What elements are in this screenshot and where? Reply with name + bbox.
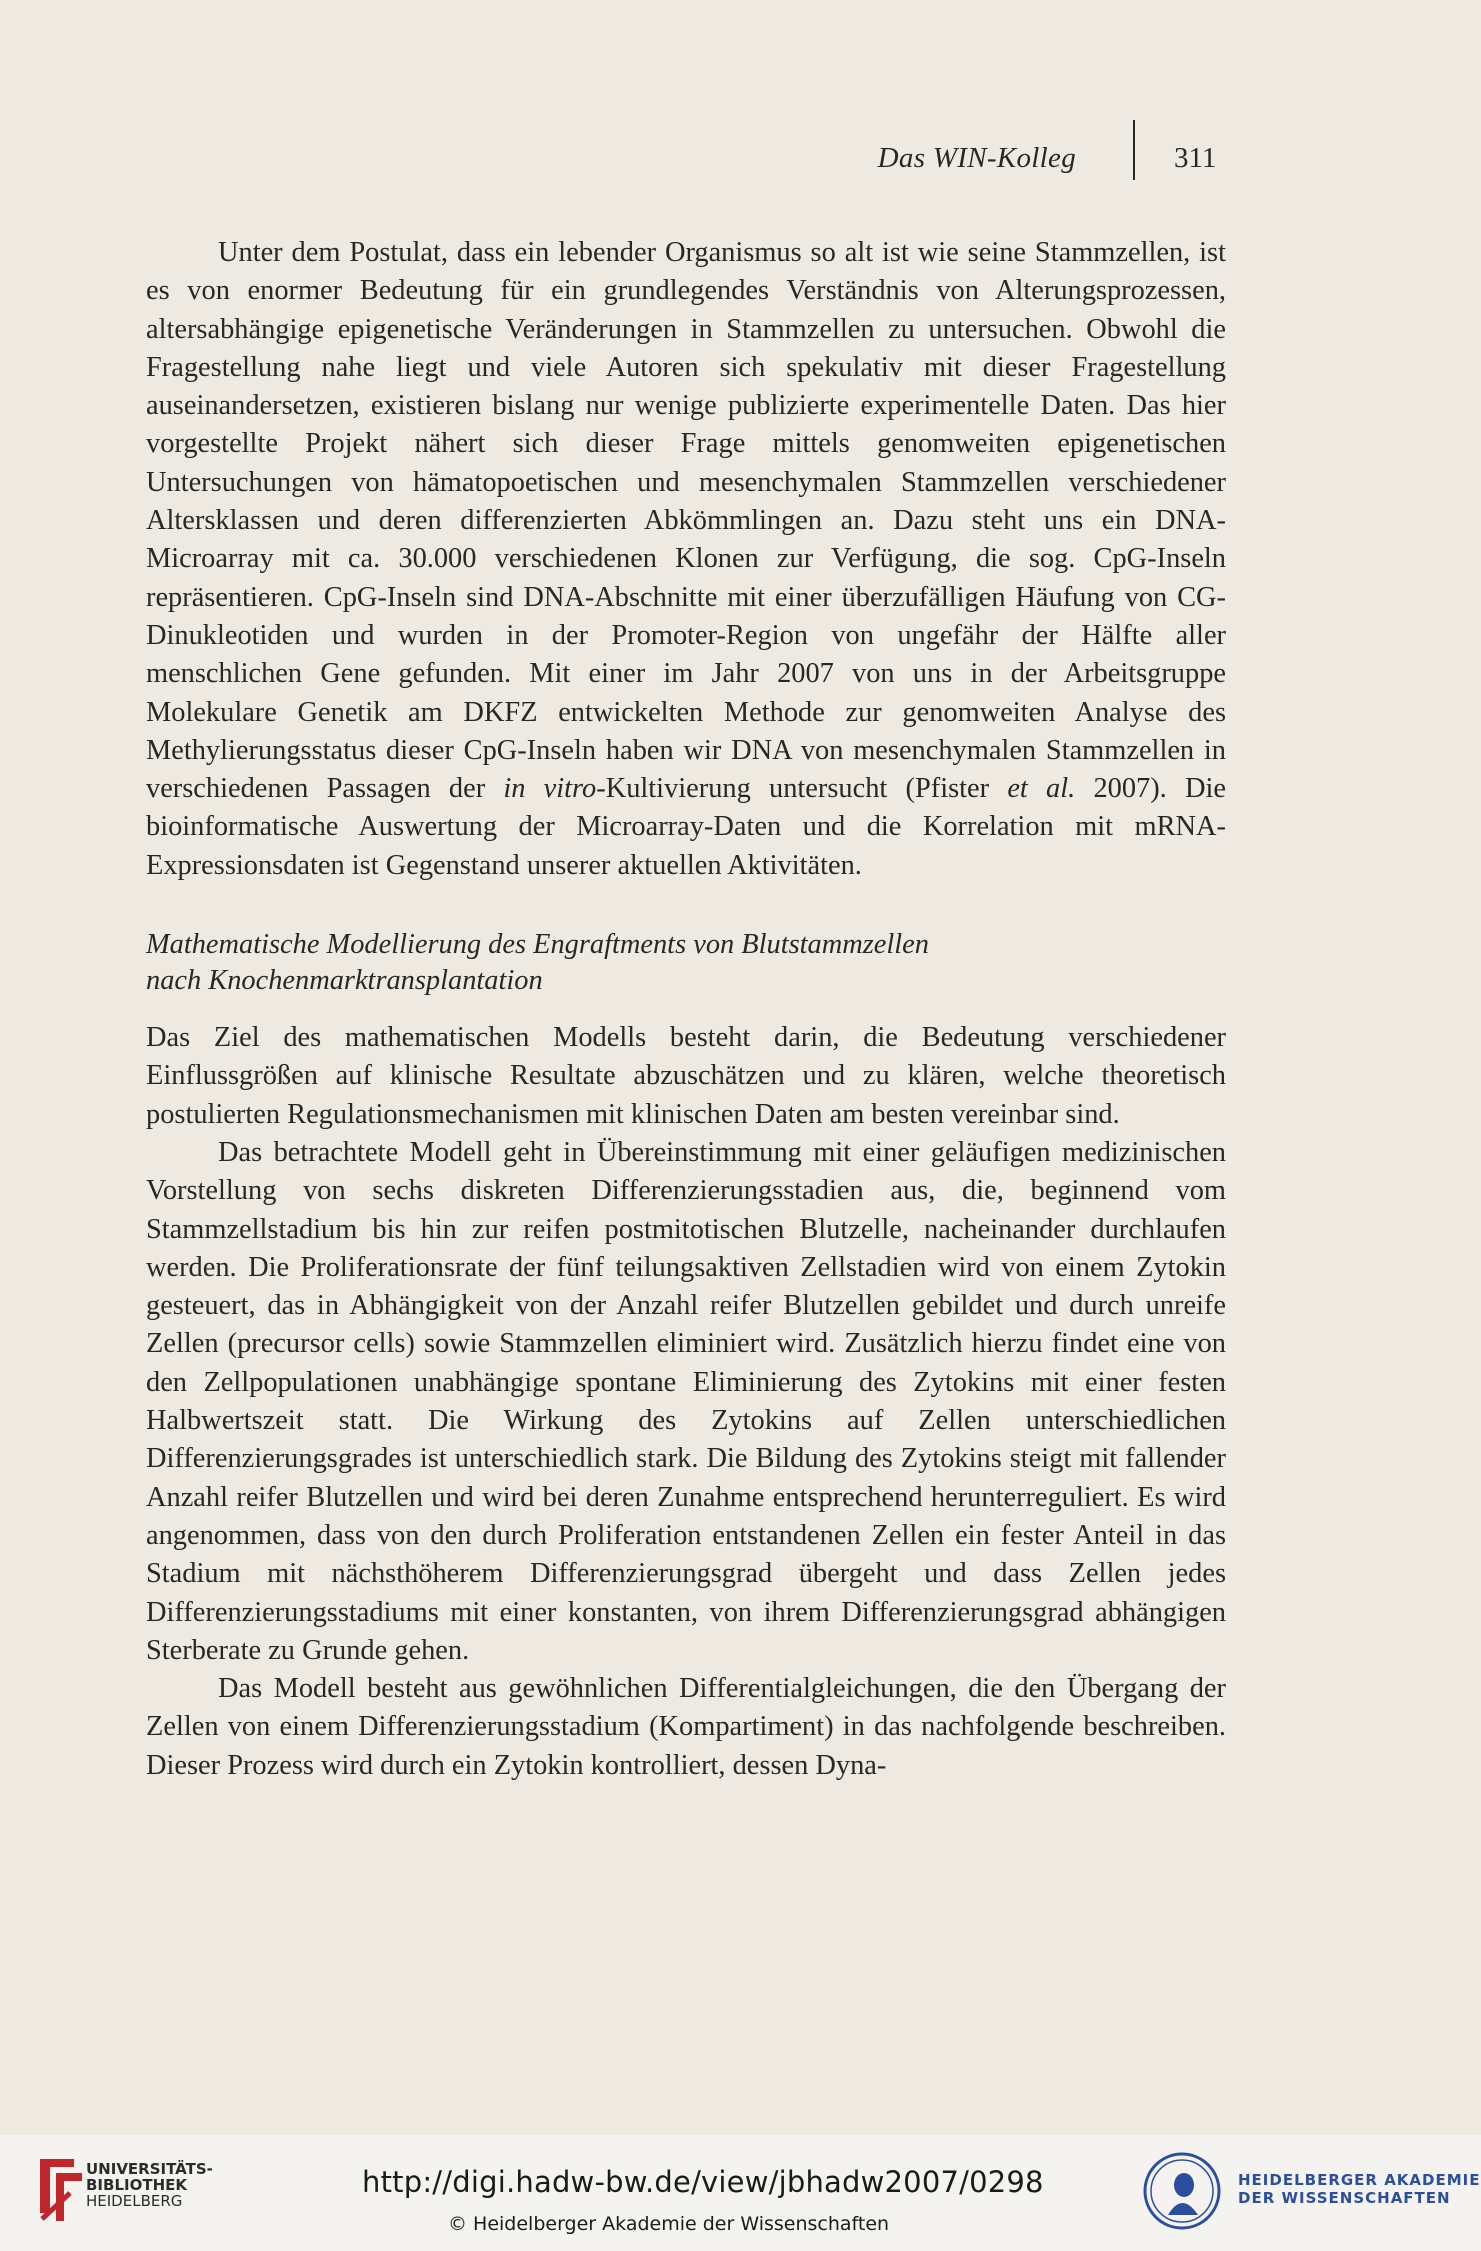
- page-number: 311: [1174, 142, 1217, 174]
- paragraph-text: -Kultivierung untersucht (Pfister: [596, 773, 1008, 805]
- paragraph: [146, 234, 1226, 885]
- paragraph: Das Ziel des mathematischen Modells besteht darin, die Bedeutung verschiedener Einflussgrößen auf klinische Resultate abzuschätzen und zu klären, welche theoretisch postulierten Regulationsmechanismen mit klinischen Daten am besten vereinbar sind.: [146, 1022, 1226, 1130]
- section-heading-line: Mathematische Modellierung des Engraftments von Blutstammzellen: [146, 929, 929, 961]
- academy-name-line: DER WISSENSCHAFTEN: [1238, 2189, 1451, 2207]
- paragraph-text: 2007). Die bioinformatische Auswertung der Microarray-Daten und die Korrelation mit mRNA-Expressionsdaten ist Gegenstand unserer aktuellen Aktivitäten.: [146, 773, 1226, 881]
- permalink[interactable]: http://digi.hadw-bw.de/view/jbhadw2007/0298: [362, 2165, 1044, 2199]
- paragraph: Das Modell besteht aus gewöhnlichen Differentialgleichungen, die den Übergang der Zellen von einem Differenzierungsstadium (Kompartiment) in das nachfolgende beschreiben. Dieser Prozess wird durch ein Zytokin kontrolliert, dessen Dyna-: [146, 1673, 1226, 1781]
- library-name-line: HEIDELBERG: [86, 2192, 183, 2210]
- running-head-divider: [1133, 120, 1135, 180]
- running-head-title: Das WIN-Kolleg: [877, 142, 1076, 174]
- library-name-line: BIBLIOTHEK: [86, 2176, 187, 2194]
- italic-term: et al.: [1007, 773, 1076, 805]
- academy-name: [1238, 2171, 1481, 2207]
- body-text: [146, 234, 1226, 1785]
- academy-name-line: HEIDELBERGER AKADEMIE: [1238, 2171, 1481, 2189]
- paragraph: Das betrachtete Modell geht in Übereinstimmung mit einer geläufigen medizinischen Vorstellung von sechs diskreten Differenzierungsstadien aus, die, beginnend vom Stammzellstadium bis hin zur reifen postmitotischen Blutzelle, nacheinander durchlaufen werden. Die Proliferationsrate der fünf teilungsaktiven Zellstadien wird von einem Zytokin gesteuert, das in Abhängigkeit von der Anzahl reifer Blutzellen gebildet und durch unreife Zellen (precursor cells) sowie Stammzellen eliminiert wird. Zusätzlich hierzu findet eine von den Zellpopulationen unabhängige spontane Eliminierung des Zytokins mit einer festen Halbwertszeit statt. Die Wirkung des Zytokins auf Zellen unterschiedlichen Differenzierungsgrades ist unterschiedlich stark. Die Bildung des Zytokins steigt mit fallender Anzahl reifer Blutzellen und wird bei deren Zunahme entsprechend herunterreguliert. Es wird angenommen, dass von den durch Proliferation entstandenen Zellen ein fester Anteil in das Stadium mit nächsthöherem Differenzierungsgrad übergeht und dass Zellen jedes Differenzierungsstadiums mit einer konstanten, von ihrem Differenzierungsgrad abhängigen Sterberate zu Grunde gehen.: [146, 1136, 1226, 1666]
- section-heading-line: nach Knochenmarktransplantation: [146, 965, 543, 997]
- digitization-footer: [0, 2135, 1481, 2251]
- hadw-seal-icon: [1142, 2151, 1222, 2231]
- copyright-notice: © Heidelberger Akademie der Wissenschaften: [448, 2213, 890, 2235]
- library-name: [86, 2161, 213, 2209]
- italic-term: in vitro: [503, 773, 597, 805]
- running-head: [868, 138, 1228, 178]
- library-name-line: UNIVERSITÄTS-: [86, 2160, 213, 2178]
- section-heading: [146, 927, 1226, 999]
- paragraph-text: Unter dem Postulat, dass ein lebender Organismus so alt ist wie seine Stammzellen, ist es von enormer Bedeutung für ein grundlegendes Verständnis von Alterungsprozessen, altersabhängige epigenetische Veränderungen in Stammzellen zu untersuchen. Obwohl die Fragestellung nahe liegt und viele Autoren sich spekulativ mit dieser Fragestellung auseinandersetzen, existieren bislang nur wenige publizierte experimentelle Daten. Das hier vorgestellte Projekt nähert sich dieser Frage mittels genomweiten epigenetischen Untersuchungen von hämatopoetischen und mesenchymalen Stammzellen verschiedener Altersklassen und deren differenzierten Abkömmlingen an. Dazu steht uns ein DNA-Microarray mit ca. 30.000 verschiedenen Klonen zur Verfügung, die sog. CpG-Inseln repräsentieren. CpG-Inseln sind DNA-Abschnitte mit einer überzufälligen Häufung von CG-Dinukleotiden und wurden in der Promoter-Region von ungefähr der Hälfte aller menschlichen Gene gefunden. Mit einer im Jahr 2007 von uns in der Arbeitsgruppe Molekulare Genetik am DKFZ entwickelten Methode zur genomweiten Analyse des Methylierungsstatus dieser CpG-Inseln haben wir DNA von mesenchymalen Stammzellen in verschiedenen Passagen der: [146, 237, 1226, 805]
